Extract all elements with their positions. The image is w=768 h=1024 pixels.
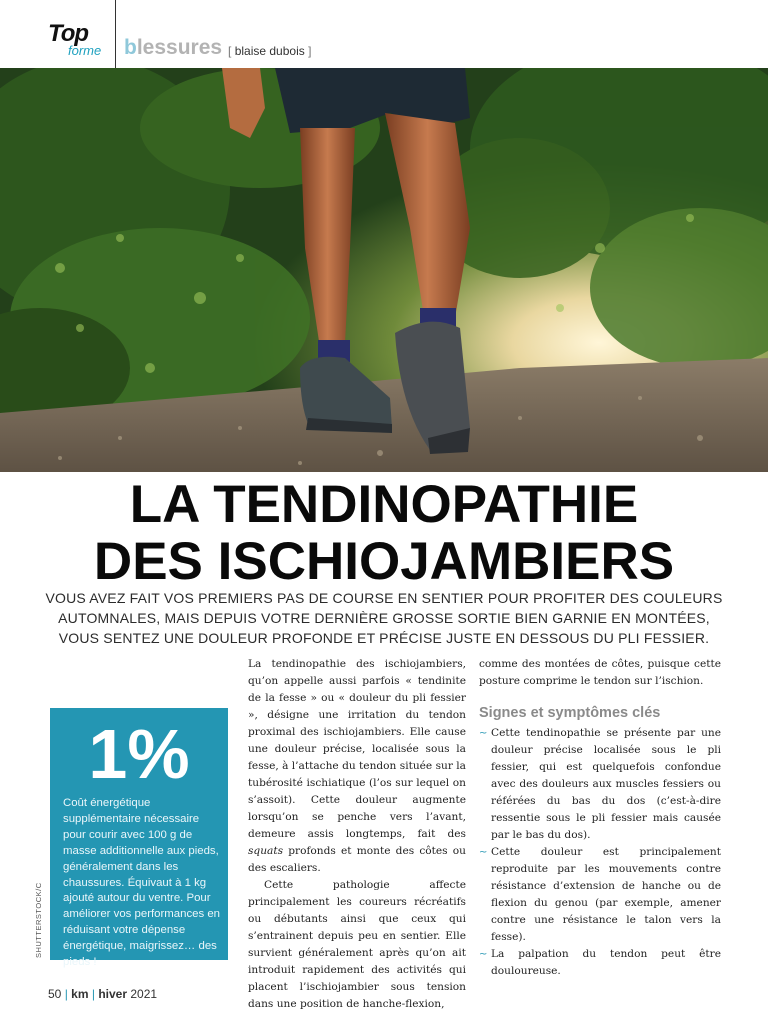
logo-forme: forme	[68, 43, 102, 58]
header-divider	[115, 0, 116, 68]
tilde-bullet-icon: ~	[479, 728, 488, 739]
tilde-bullet-icon: ~	[479, 949, 488, 960]
article-column-2	[479, 656, 721, 980]
stat-number: 1%	[88, 715, 190, 793]
article-column-1	[248, 656, 466, 1013]
logo-top: Top	[48, 20, 89, 47]
author-byline: [ blaise dubois ]	[228, 44, 312, 58]
list-item: ~ Cette tendinopathie se présente par une douleur précise localisée sous le pli fessier, qui est quelquefois confondue avec des douleurs aux muscles fessiers ou référées du bas du dos (c’est-à-dire ressentie sous le pli fessier mais causée par le bas du dos).	[479, 727, 721, 841]
title-line-1: LA TENDINOPATHIE	[129, 475, 639, 534]
lead-line-1: VOUS AVEZ FAIT VOS PREMIERS PAS DE COURSE EN SENTIER POUR PROFITER DES COULEURS	[45, 590, 723, 606]
rubric-initial: b	[124, 36, 137, 59]
title-line-2: DES ISCHIOJAMBIERS	[93, 532, 675, 591]
hero-photo	[0, 68, 768, 472]
page-header	[0, 0, 768, 68]
rubric-rest: lessures	[136, 36, 223, 59]
paragraph: La tendinopathie des ischiojambiers, qu’on appelle aussi parfois « tendinite de la fesse » ou « douleur du pli fessier », désigne une irritation du tendon proximal des ischiojambiers. Elle cause une douleur précise, localisée sous la fesse, à l’attache du tendon située sur la tubérosité ischiatique (l’os sur lequel on s’assoit). Cette douleur augmente lorsqu’on se penche vers l’avant, demeure assis longtemps, fait des squats profonds et monte des côtes ou des escaliers.	[248, 658, 466, 874]
issue-year: 2021	[130, 987, 158, 1001]
section-subheading: Signes et symptômes clés	[479, 705, 661, 721]
article-title	[0, 476, 768, 590]
lead-line-3: VOUS SENTEZ UNE DOULEUR PROFONDE ET PRÉCISE JUSTE EN DESSOUS DU PLI FESSIER.	[58, 630, 710, 646]
lead-line-2: AUTOMNALES, MAIS DEPUIS VOTRE DERNIÈRE GROSSE SORTIE BIEN GARNIE EN MONTÉES,	[58, 610, 710, 626]
list-item: ~ La palpation du tendon peut être douloureuse.	[479, 948, 721, 977]
magazine-name: km	[71, 987, 89, 1001]
paragraph: comme des montées de côtes, puisque cette posture comprime le tendon sur l’ischion.	[479, 658, 721, 687]
symptom-list	[479, 725, 721, 980]
section-rubric	[124, 36, 222, 60]
stat-description: Coût énergétique supplémentaire nécessaire pour courir avec 100 g de masse additionnelle aux pieds, généralement dans les chaussures. Équivaut à 1 kg ajouté autour du ventre. Pour améliorer vos performances en réduisant votre dépense énergétique, maigrissez… des pieds !	[63, 797, 221, 969]
list-item: ~ Cette douleur est principalement reproduite par les mouvements contre résistance d’extension de hanche ou de flexion du genou (par exemple, amener contre une résistance le talon vers la fesse).	[479, 846, 721, 943]
article-lead	[40, 588, 728, 648]
author-name: blaise dubois	[234, 44, 305, 58]
trail-runner-illustration	[0, 68, 768, 472]
paragraph: Cette pathologie affecte principalement les coureurs récréatifs ou débutants ainsi que ceux qui s’entrainent depuis peu en sentier. Elle survient généralement après qu’on ait introduit rapidement des activités qui placent l’ischiojambier sous tension dans une position de hanche-flexion,	[248, 879, 466, 1010]
page-number: 50	[48, 987, 62, 1001]
photo-credit: SHUTTERSTOCK/C	[34, 882, 43, 958]
page-footer: 50 | km | hiver 2021	[48, 987, 158, 1001]
stat-box	[50, 708, 228, 969]
issue-season: hiver	[98, 987, 128, 1001]
tilde-bullet-icon: ~	[479, 847, 488, 858]
